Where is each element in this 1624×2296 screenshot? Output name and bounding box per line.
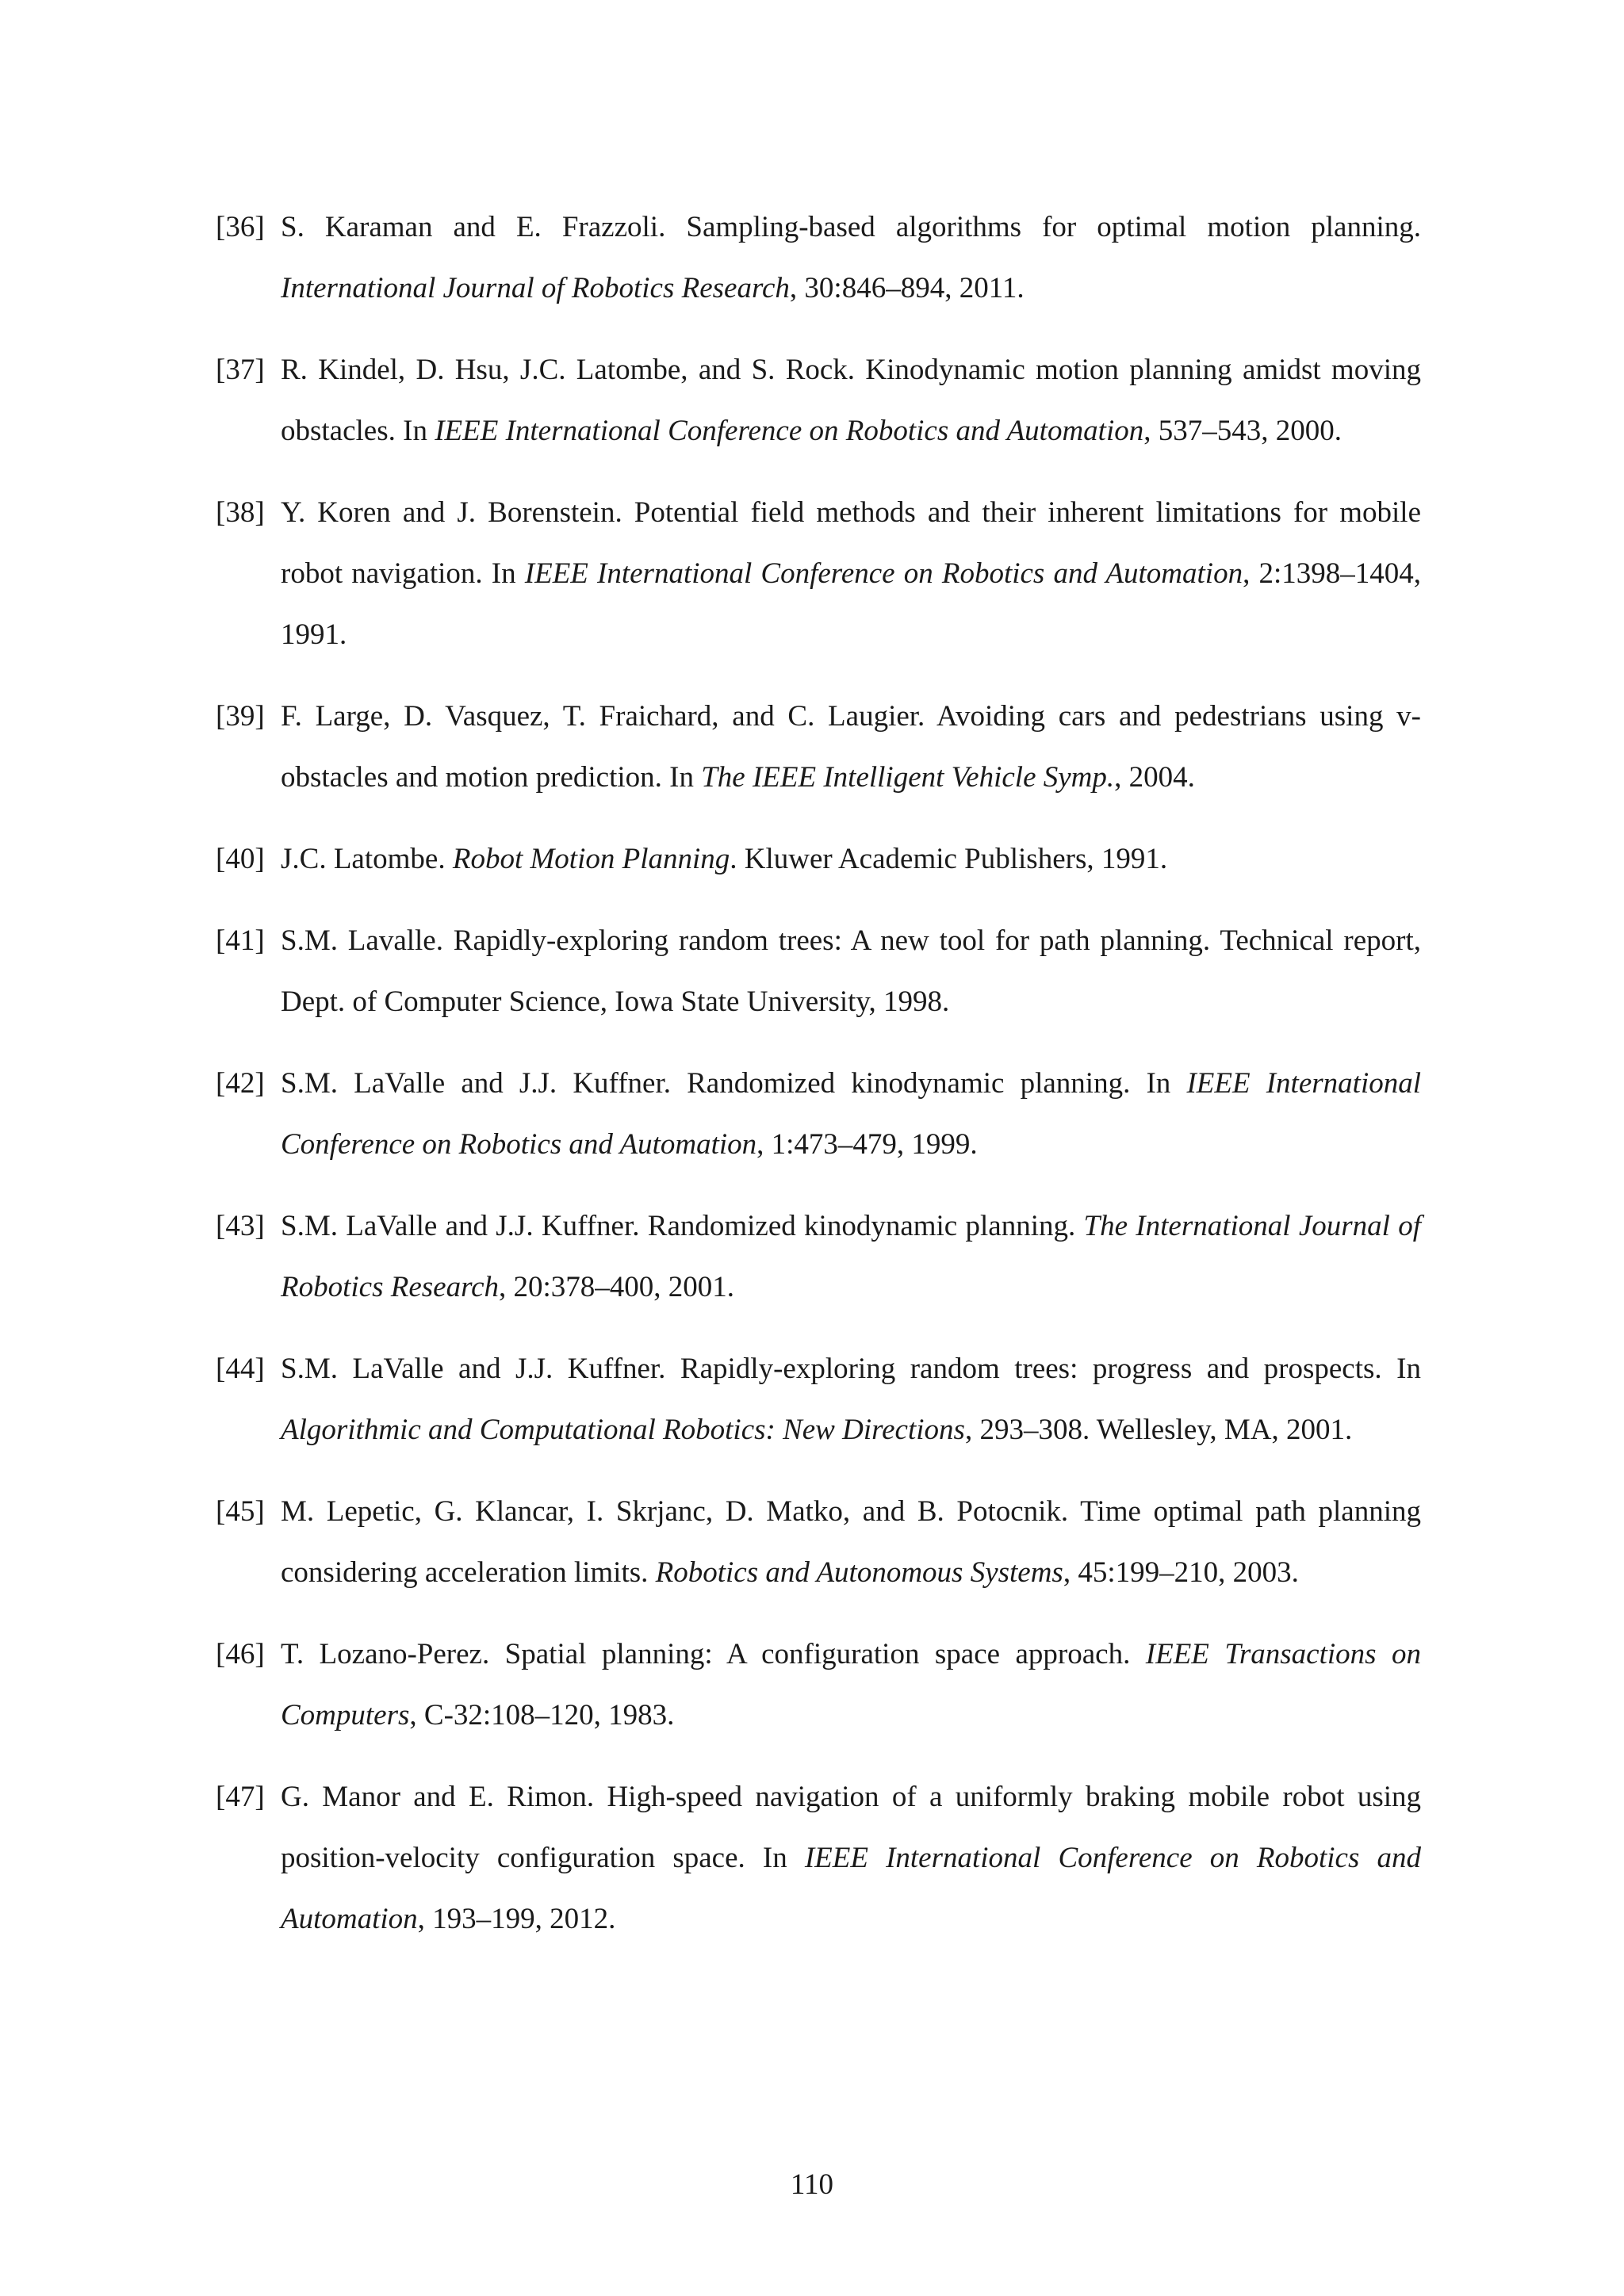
reference-text [281,924,1421,1018]
reference-list [216,197,1421,1970]
reference-item [216,1196,1421,1318]
reference-venue: The IEEE Intelligent Vehicle Symp. [701,761,1115,794]
reference-venue: Robotics and Autonomous Systems [655,1556,1063,1589]
reference-venue: International Journal of Robotics Research [281,272,790,304]
page-number: 110 [790,2168,834,2201]
reference-text [281,1495,1421,1589]
reference-venue: IEEE International Conference on Robotics and Automation [281,1067,1422,1161]
reference-authors: S.M. LaValle and J.J. Kuffner. Randomized kinodynamic planning. [281,1210,1084,1242]
reference-number: [44] [216,1353,265,1385]
reference-number: [39] [216,700,265,733]
reference-item [216,1481,1421,1603]
reference-text [281,1067,1421,1161]
reference-venue: IEEE International Conference on Robotics and Automation [524,557,1243,590]
reference-details: , 293–308. Wellesley, MA, 2001. [964,1414,1353,1446]
reference-authors: S.M. LaValle and J.J. Kuffner. Rapidly-exploring random trees: progress and prospects. In [281,1353,1421,1385]
reference-authors: S. Karaman and E. Frazzoli. Sampling-based algorithms for optimal motion planning. [281,211,1421,243]
reference-details: , 2:1398–1404, 1991. [281,557,1422,651]
reference-details: , 30:846–894, 2011. [789,272,1025,304]
reference-number: [37] [216,354,265,386]
reference-number: [42] [216,1067,265,1100]
reference-text [281,496,1421,651]
reference-text [281,700,1421,794]
reference-item [216,197,1421,319]
reference-authors: J.C. Latombe. [281,843,453,875]
reference-text [281,1781,1421,1935]
reference-text [281,354,1421,447]
reference-details: , 193–199, 2012. [417,1903,616,1935]
reference-details: . Kluwer Academic Publishers, 1991. [730,843,1168,875]
reference-number: [36] [216,211,265,243]
reference-venue: Algorithmic and Computational Robotics: New Directions [281,1414,965,1446]
reference-text [281,211,1421,304]
reference-authors: Y. Koren and J. Borenstein. Potential field methods and their inherent limitations for mobile robot navigation. In [281,496,1421,590]
reference-number: [38] [216,496,265,529]
reference-number: [46] [216,1638,265,1670]
reference-text [281,1638,1421,1732]
reference-text [281,1353,1421,1446]
reference-item [216,1338,1421,1460]
reference-venue: IEEE Transactions on Computers [281,1638,1421,1732]
reference-authors: T. Lozano-Perez. Spatial planning: A configuration space approach. [281,1638,1146,1670]
reference-item [216,828,1421,890]
reference-details: , 2004. [1114,761,1195,794]
reference-number: [43] [216,1210,265,1242]
reference-item [216,1053,1421,1175]
reference-item [216,339,1421,461]
reference-number: [47] [216,1781,265,1813]
reference-item [216,910,1421,1032]
reference-details: , 1:473–479, 1999. [756,1128,978,1161]
reference-venue: IEEE International Conference on Robotics and Automation [435,415,1144,447]
reference-authors: F. Large, D. Vasquez, T. Fraichard, and C. Laugier. Avoiding cars and pedestrians using v-obstacles and motion prediction. In [281,700,1421,794]
reference-number: [45] [216,1495,265,1528]
reference-details: , 537–543, 2000. [1143,415,1342,447]
reference-authors: M. Lepetic, G. Klancar, I. Skrjanc, D. Matko, and B. Potocnik. Time optimal path planning considering acceleration limits. [281,1495,1421,1589]
reference-item [216,482,1421,665]
reference-text [281,843,1167,875]
reference-details: , 20:378–400, 2001. [499,1271,735,1303]
reference-authors: R. Kindel, D. Hsu, J.C. Latombe, and S. Rock. Kinodynamic motion planning amidst moving obstacles. In [281,354,1421,447]
reference-venue: IEEE International Conference on Robotics and Automation [281,1842,1422,1935]
reference-item [216,686,1421,808]
reference-authors: S.M. Lavalle. Rapidly-exploring random trees: A new tool for path planning. Technical report, Dept. of Computer Science, Iowa State University, 1998. [281,924,1421,1018]
reference-authors: G. Manor and E. Rimon. High-speed navigation of a uniformly braking mobile robot using position-velocity configuration space. In [281,1781,1421,1874]
reference-details: , 45:199–210, 2003. [1063,1556,1299,1589]
reference-number: [41] [216,924,265,957]
reference-number: [40] [216,843,265,875]
reference-item [216,1766,1421,1950]
reference-authors: S.M. LaValle and J.J. Kuffner. Randomized kinodynamic planning. In [281,1067,1187,1100]
reference-details: , C-32:108–120, 1983. [409,1699,675,1732]
reference-item [216,1624,1421,1746]
reference-venue: The International Journal of Robotics Research [281,1210,1422,1303]
reference-venue: Robot Motion Planning [452,843,730,875]
reference-text [281,1210,1421,1303]
